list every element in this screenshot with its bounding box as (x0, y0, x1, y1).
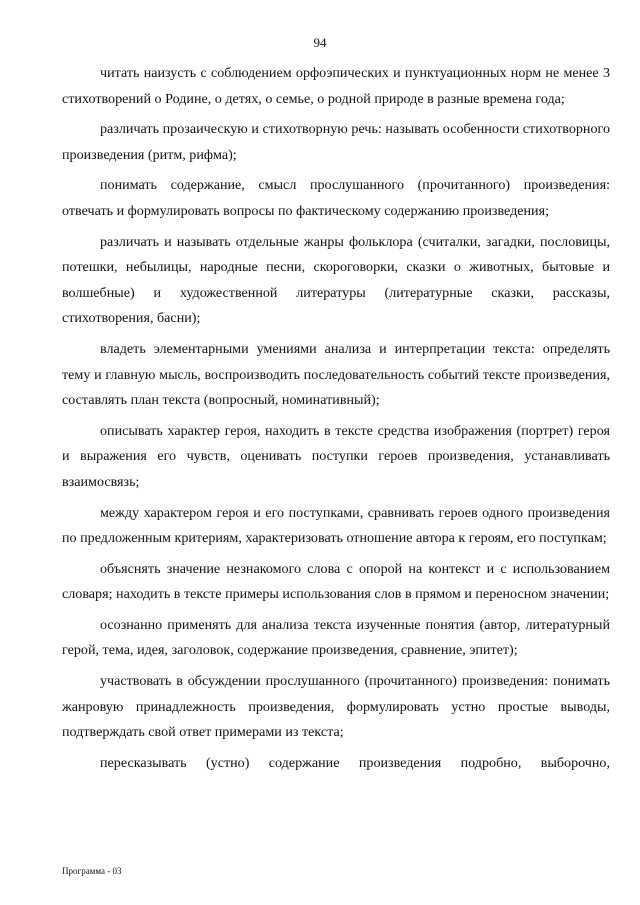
list-item: между характером героя и его поступками, сравнивать героев одного произведения по предложенным критериям, характеризовать отношение автора к героям, его поступкам; (62, 504, 610, 547)
list-item: осознанно применять для анализа текста изученные понятия (автор, литературный герой, тема, идея, заголовок, содержание произведения, сравнение, эпитет); (62, 616, 610, 659)
list-item: участвовать в обсуждении прослушанного (прочитанного) произведения: понимать жанровую принадлежность произведения, формулировать устно простые выводы, подтверждать свой ответ примерами из текста; (62, 673, 610, 741)
list-item: описывать характер героя, находить в тексте средства изображения (портрет) героя и выражения его чувств, оценивать поступки героев произведения, устанавливать взаимосвязь; (62, 422, 610, 490)
page-number: 94 (313, 35, 327, 50)
document-body (62, 61, 610, 781)
list-item: объяснять значение незнакомого слова с опорой на контекст и с использованием словаря; находить в тексте примеры использования слов в прямом и переносном значении; (62, 560, 610, 603)
list-item: различать прозаическую и стихотворную речь: называть особенности стихотворного произведения (ритм, рифма); (62, 121, 610, 163)
list-item: пересказывать (устно) содержание произведения подробно, выборочно, (100, 754, 610, 771)
page-footer: Программа - 03 (62, 866, 122, 876)
list-item: читать наизусть с соблюдением орфоэпических и пунктуационных норм не менее 3 стихотворений о Родине, о детях, о семье, о родной природе в разные времена года; (62, 65, 610, 107)
list-item: понимать содержание, смысл прослушанного (прочитанного) произведения: отвечать и формулировать вопросы по фактическому содержанию произведения; (62, 177, 610, 219)
list-item: различать и называть отдельные жанры фольклора (считалки, загадки, пословицы, потешки, небылицы, народные песни, скороговорки, сказки о животных, бытовые и волшебные) и художественной литературы (литературные сказки, рассказы, стихотворения, басни); (62, 233, 610, 327)
list-item: владеть элементарными умениями анализа и интерпретации текста: определять тему и главную мысль, воспроизводить последовательность событий тексте произведения, составлять план текста (вопросный, номинативный); (62, 340, 610, 409)
